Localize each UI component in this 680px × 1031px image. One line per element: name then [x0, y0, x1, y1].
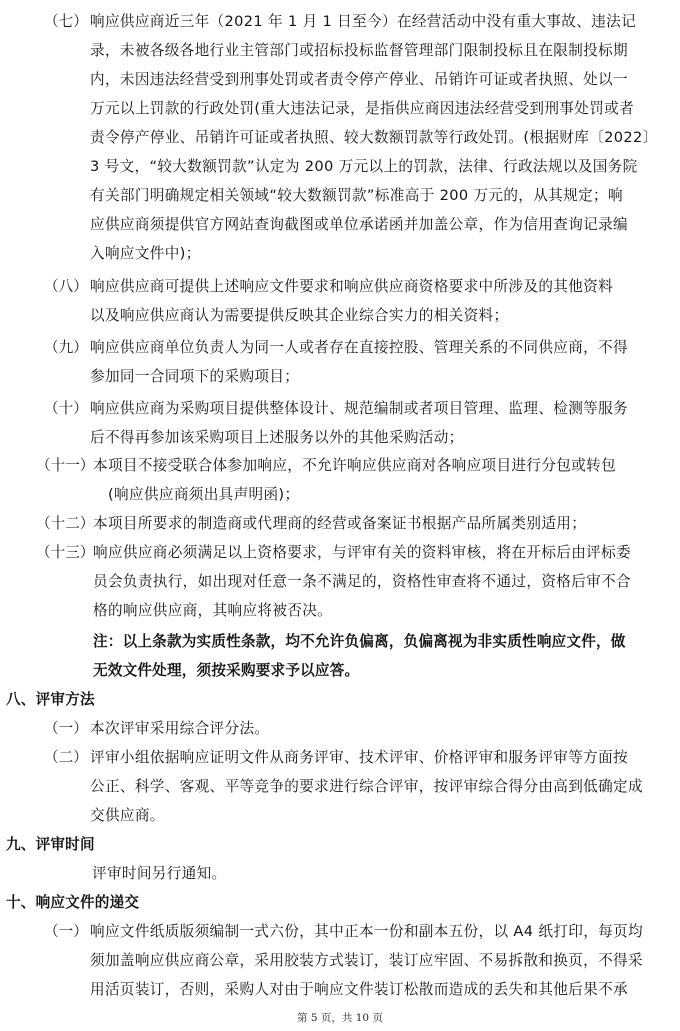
text-line: 响应供应商近三年（2021 年 1 月 1 日至今）在经营活动中没有重大事故、违法记 — [90, 13, 637, 30]
clause-label: （七） — [44, 13, 88, 30]
text-line: 响应文件纸质版须编制一式六份，其中正本一份和副本五份，以 A4 纸打印，每页均 — [90, 923, 643, 940]
page-footer: 第 5 页，共 10 页 — [297, 1012, 383, 1024]
clause-label: （二） — [44, 749, 88, 766]
text-line: 以及响应供应商认为需要提供反映其企业综合实力的相关资料； — [90, 307, 509, 324]
text-line: 万元以上罚款的行政处罚(重大违法记录，是指供应商因违法经营受到刑事处罚或者 — [90, 100, 635, 117]
clause-label: （九） — [44, 339, 88, 356]
text-line: 响应供应商为采购项目提供整体设计、规范编制或者项目管理、监理、检测等服务 — [90, 400, 628, 417]
text-line: 响应供应商必须满足以上资格要求，与评审有关的资料审核，将在开标后由评标委 — [93, 544, 631, 561]
text-line: 有关部门明确规定相关领域“较大数额罚款”标准高于 200 万元的，从其规定；响 — [90, 187, 623, 204]
clause-label: （十三） — [36, 544, 95, 561]
text-line: 本项目所要求的制造商或代理商的经营或备案证书根据产品所属类别适用； — [93, 515, 587, 532]
note-line: 无效文件处理，须按采购要求予以应答。 — [93, 662, 360, 679]
section-heading: 十、响应文件的递交 — [6, 894, 140, 911]
clause-label: （一） — [44, 720, 88, 737]
clause-label: （十二） — [36, 515, 95, 532]
text-line: 交供应商。 — [90, 807, 165, 824]
text-line: 参加同一合同项下的采购项目； — [90, 368, 300, 385]
text-line: 格的响应供应商，其响应将被否决。 — [93, 602, 333, 619]
text-line: 响应供应商单位负责人为同一人或者存在直接控股、管理关系的不同供应商，不得 — [90, 339, 628, 356]
text-line: 本项目不接受联合体参加响应，不允许响应供应商对各响应项目进行分包或转包 — [93, 457, 617, 474]
text-line: 须加盖响应供应商公章，采用胶装方式装订，装订应牢固、不易拆散和换页，不得采 — [90, 952, 643, 969]
clause-label: （一） — [44, 923, 88, 940]
text-line: 入响应文件中)； — [90, 245, 201, 262]
text-line: 用活页装订，否则，采购人对由于响应文件装订松散而造成的丢失和其他后果不承 — [90, 981, 628, 998]
text-line: 责令停产停业、吊销许可证或者执照、较大数额罚款等行政处罚。(根据财库〔2022〕 — [90, 129, 658, 146]
text-line: 内，未因违法经营受到刑事处罚或者责令停产停业、吊销许可证或者执照、处以一 — [90, 71, 628, 88]
clause-label: （十） — [44, 400, 88, 417]
text-line: 后不得再参加该采购项目上述服务以外的其他采购活动； — [90, 429, 464, 446]
text-line: (响应供应商须出具声明函)； — [108, 486, 300, 503]
section-heading: 八、评审方法 — [6, 691, 95, 708]
section-heading: 九、评审时间 — [6, 836, 95, 853]
text-line: 本次评审采用综合评分法。 — [90, 720, 270, 737]
text-line: 录，未被各级各地行业主管部门或招标投标监督管理部门限制投标且在限制投标期 — [90, 42, 628, 59]
text-line: 评审时间另行通知。 — [92, 865, 227, 882]
text-line: 应供应商须提供官方网站查询截图或单位承诺函并加盖公章，作为信用查询记录编 — [90, 216, 628, 233]
note-line: 注：以上条款为实质性条款，均不允许负偏离，负偏离视为非实质性响应文件，做 — [93, 633, 626, 650]
clause-label: （八） — [44, 278, 88, 295]
text-line: 3 号文，“较大数额罚款”认定为 200 万元以上的罚款，法律、行政法规以及国务院 — [90, 158, 638, 175]
text-line: 公正、科学、客观、平等竞争的要求进行综合评审，按评审综合得分由高到低确定成 — [90, 778, 643, 795]
text-line: 响应供应商可提供上述响应文件要求和响应供应商资格要求中所涉及的其他资料 — [90, 278, 614, 295]
clause-label: （十一） — [36, 457, 95, 474]
text-line: 评审小组依据响应证明文件从商务评审、技术评审、价格评审和服务评审等方面按 — [90, 749, 628, 766]
text-line: 员会负责执行，如出现对任意一条不满足的，资格性审查将不通过，资格后审不合 — [93, 573, 631, 590]
